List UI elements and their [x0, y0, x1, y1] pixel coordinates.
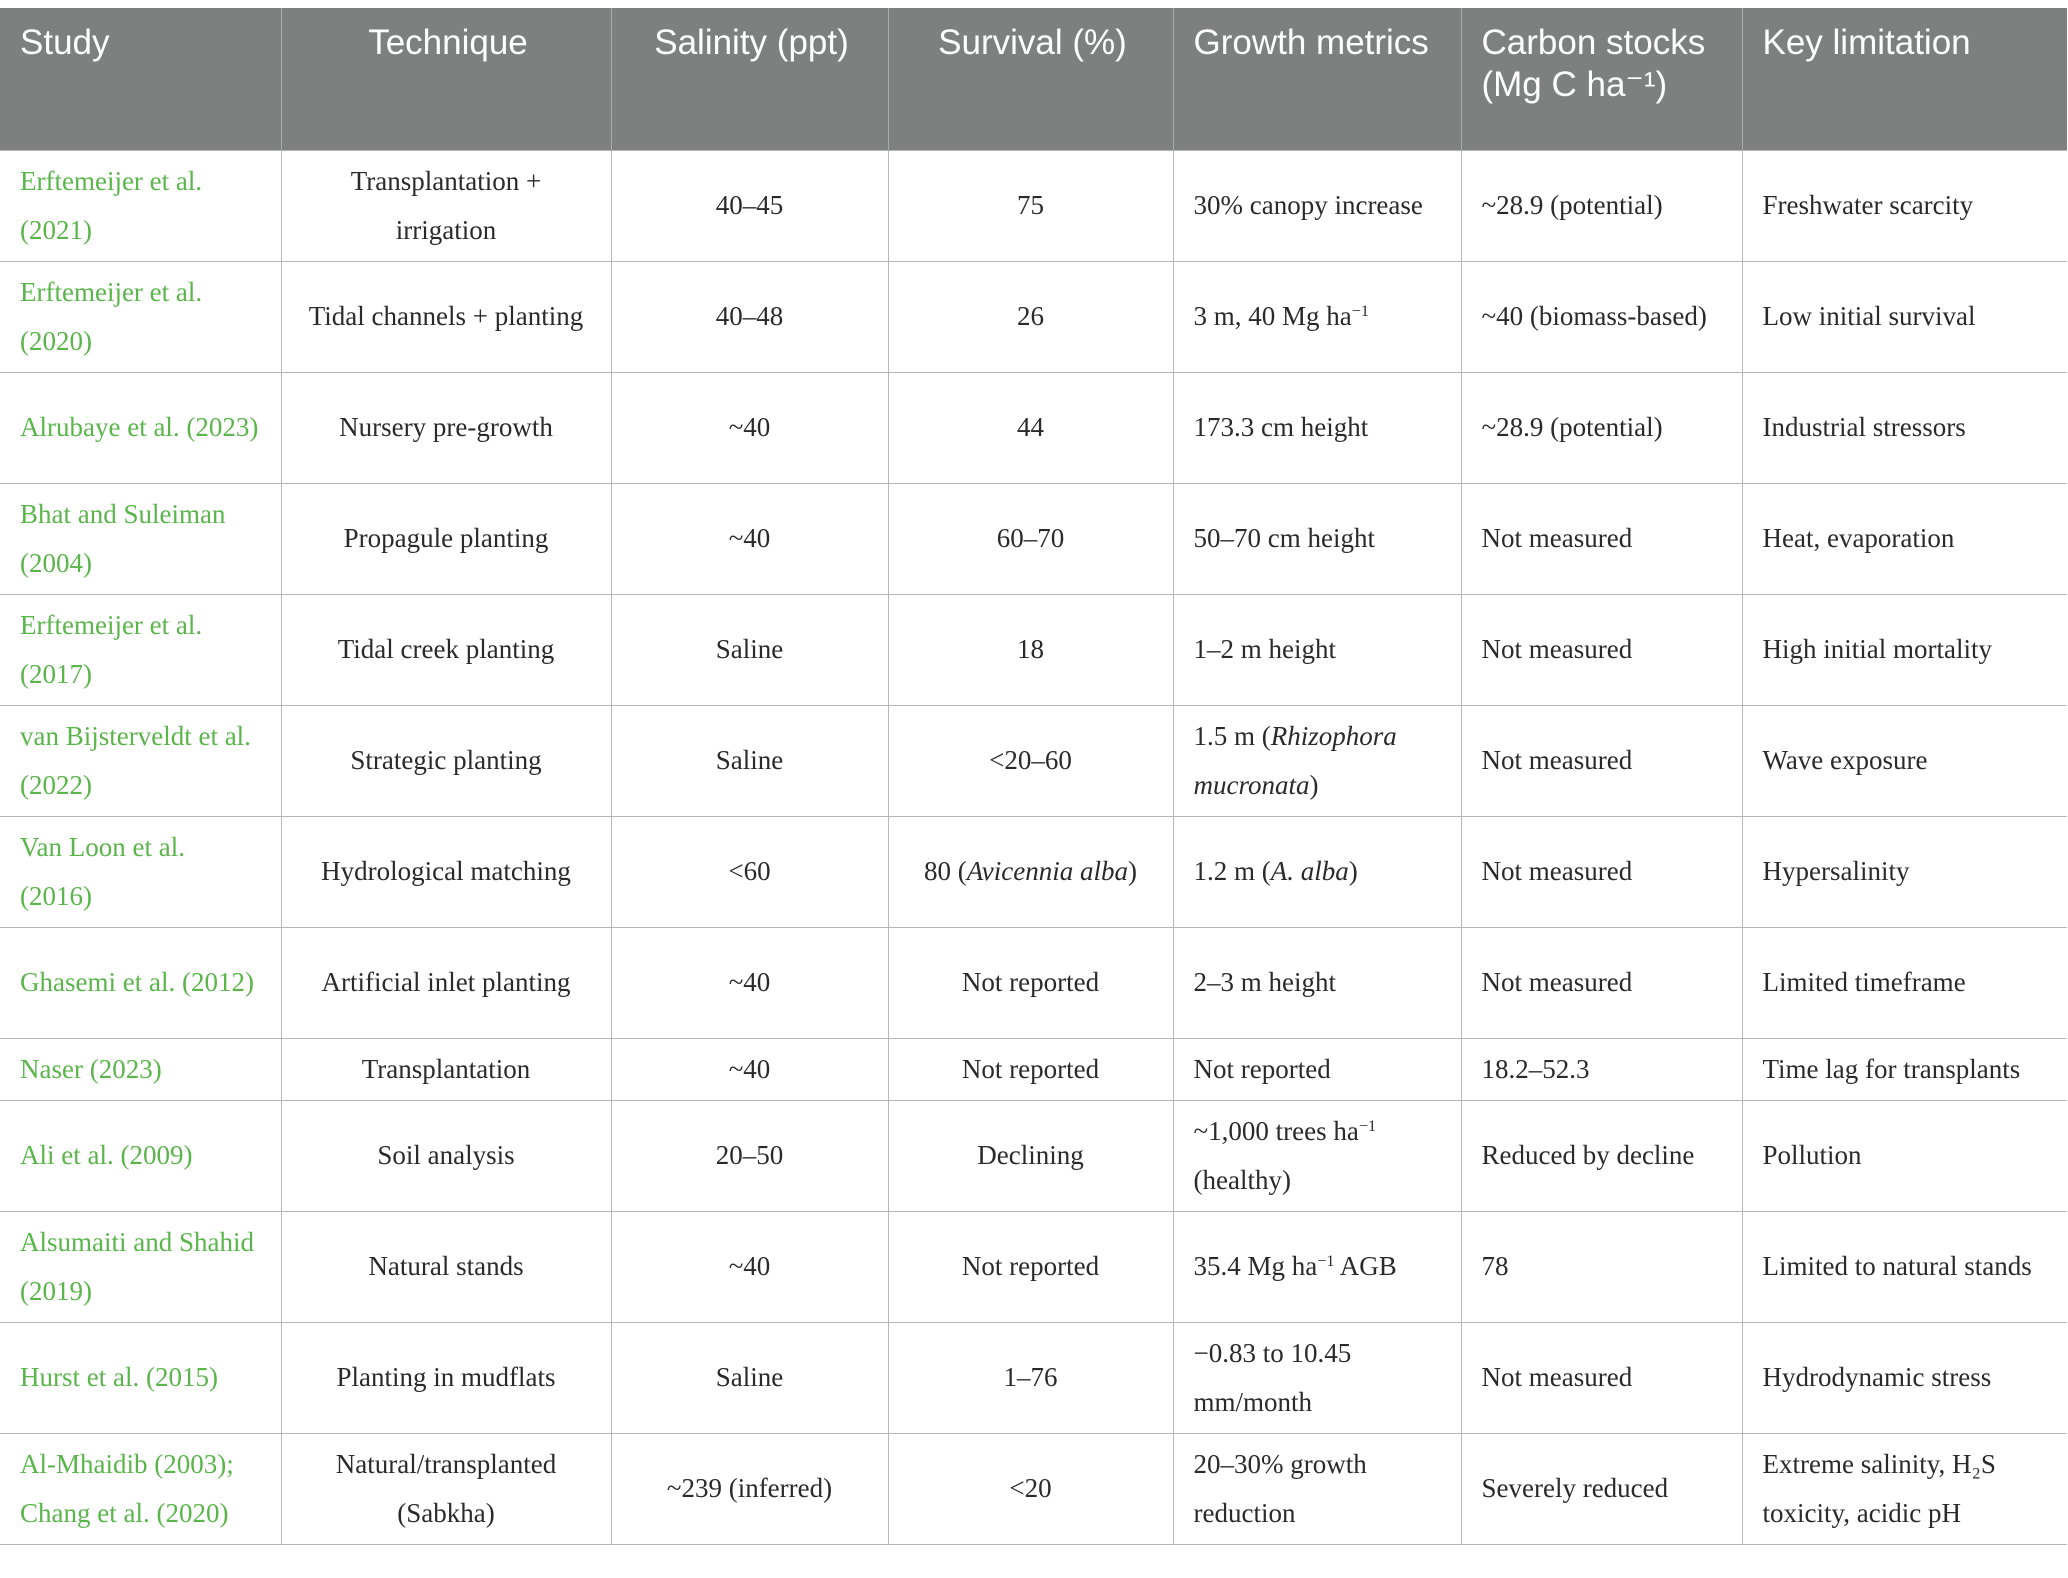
cell-growth-metrics: 35.4 Mg $ha^{-1}$ AGB [1173, 1211, 1461, 1322]
cell-carbon-stocks: Not measured [1461, 705, 1742, 816]
cell-survival: <20 [888, 1433, 1173, 1544]
cell-carbon-stocks: ~28.9 (potential) [1461, 372, 1742, 483]
cell-key-limitation: Industrial stressors [1742, 372, 2067, 483]
cell-study[interactable]: Al-Mhaidib (2003); Chang et al. (2020) [0, 1433, 281, 1544]
cell-salinity: ~40 [611, 1211, 888, 1322]
cell-study[interactable]: Alsumaiti and Shahid (2019) [0, 1211, 281, 1322]
cell-study[interactable]: Ghasemi et al. (2012) [0, 927, 281, 1038]
cell-study[interactable]: Erftemeijer et al. (2017) [0, 594, 281, 705]
cell-technique: Tidal channels + planting [281, 261, 611, 372]
cell-key-limitation: High initial mortality [1742, 594, 2067, 705]
cell-study[interactable]: Erftemeijer et al. (2021) [0, 150, 281, 261]
cell-salinity: Saline [611, 594, 888, 705]
cell-study[interactable]: van Bijsterveldt et al. (2022) [0, 705, 281, 816]
cell-salinity: <60 [611, 816, 888, 927]
cell-survival: 80 (Avicennia alba) [888, 816, 1173, 927]
results-table-container [0, 8, 2067, 1545]
cell-technique: Propagule planting [281, 483, 611, 594]
cell-technique: Soil analysis [281, 1100, 611, 1211]
cell-study[interactable]: Ali et al. (2009) [0, 1100, 281, 1211]
cell-technique: Strategic planting [281, 705, 611, 816]
cell-technique: Tidal creek planting [281, 594, 611, 705]
cell-study[interactable]: Alrubaye et al. (2023) [0, 372, 281, 483]
header-key-limitation: Key limitation [1742, 8, 2067, 150]
cell-salinity: ~40 [611, 483, 888, 594]
cell-study[interactable]: Hurst et al. (2015) [0, 1322, 281, 1433]
cell-carbon-stocks: Reduced by decline [1461, 1100, 1742, 1211]
header-technique: Technique [281, 8, 611, 150]
cell-growth-metrics: 1.2 m (A. alba) [1173, 816, 1461, 927]
cell-survival: 18 [888, 594, 1173, 705]
cell-growth-metrics: 173.3 cm height [1173, 372, 1461, 483]
table-row [0, 594, 2067, 705]
cell-key-limitation: Wave exposure [1742, 705, 2067, 816]
cell-salinity: ~239 (inferred) [611, 1433, 888, 1544]
cell-carbon-stocks: Severely reduced [1461, 1433, 1742, 1544]
cell-growth-metrics: Not reported [1173, 1038, 1461, 1100]
cell-key-limitation: Hypersalinity [1742, 816, 2067, 927]
cell-technique: Transplantation [281, 1038, 611, 1100]
table-row [0, 1322, 2067, 1433]
cell-salinity: 20–50 [611, 1100, 888, 1211]
header-survival: Survival (%) [888, 8, 1173, 150]
cell-survival: <20–60 [888, 705, 1173, 816]
cell-growth-metrics: 20–30% growth reduction [1173, 1433, 1461, 1544]
cell-carbon-stocks: Not measured [1461, 1322, 1742, 1433]
table-row [0, 816, 2067, 927]
table-row [0, 1211, 2067, 1322]
cell-salinity: Saline [611, 1322, 888, 1433]
cell-salinity: Saline [611, 705, 888, 816]
cell-technique: Transplantation + irrigation [281, 150, 611, 261]
table-row [0, 261, 2067, 372]
cell-technique: Artificial inlet planting [281, 927, 611, 1038]
cell-survival: 26 [888, 261, 1173, 372]
cell-growth-metrics: 3 m, 40 Mg $ha^{-1}$ [1173, 261, 1461, 372]
cell-survival: 1–76 [888, 1322, 1173, 1433]
cell-study[interactable]: Bhat and Suleiman (2004) [0, 483, 281, 594]
cell-carbon-stocks: 78 [1461, 1211, 1742, 1322]
cell-growth-metrics: −0.83 to 10.45 mm/month [1173, 1322, 1461, 1433]
table-row [0, 150, 2067, 261]
table-row [0, 1100, 2067, 1211]
cell-growth-metrics: ~1,000 trees $ha^{-1}$ (healthy) [1173, 1100, 1461, 1211]
header-salinity: Salinity (ppt) [611, 8, 888, 150]
cell-salinity: 40–45 [611, 150, 888, 261]
cell-growth-metrics: 1–2 m height [1173, 594, 1461, 705]
cell-technique: Natural stands [281, 1211, 611, 1322]
cell-technique: Hydrological matching [281, 816, 611, 927]
cell-carbon-stocks: ~40 (biomass-based) [1461, 261, 1742, 372]
cell-technique: Natural/transplanted (Sabkha) [281, 1433, 611, 1544]
cell-carbon-stocks: Not measured [1461, 816, 1742, 927]
cell-survival: Not reported [888, 927, 1173, 1038]
cell-key-limitation: Low initial survival [1742, 261, 2067, 372]
cell-study[interactable]: Van Loon et al. (2016) [0, 816, 281, 927]
cell-growth-metrics: 30% canopy increase [1173, 150, 1461, 261]
cell-key-limitation: Freshwater scarcity [1742, 150, 2067, 261]
cell-salinity: ~40 [611, 1038, 888, 1100]
cell-survival: 75 [888, 150, 1173, 261]
cell-growth-metrics: 2–3 m height [1173, 927, 1461, 1038]
cell-survival: Declining [888, 1100, 1173, 1211]
cell-key-limitation: Limited timeframe [1742, 927, 2067, 1038]
cell-carbon-stocks: Not measured [1461, 594, 1742, 705]
cell-growth-metrics: 1.5 m (Rhizophora mucronata) [1173, 705, 1461, 816]
cell-technique: Nursery pre-growth [281, 372, 611, 483]
cell-key-limitation: Extreme salinity, H₂S toxicity, acidic pH [1742, 1433, 2067, 1544]
cell-salinity: 40–48 [611, 261, 888, 372]
cell-key-limitation: Time lag for transplants [1742, 1038, 2067, 1100]
cell-carbon-stocks: Not measured [1461, 483, 1742, 594]
cell-key-limitation: Heat, evaporation [1742, 483, 2067, 594]
header-growth-metrics: Growth metrics [1173, 8, 1461, 150]
table-header-row [0, 8, 2067, 150]
table-row [0, 1433, 2067, 1544]
table-row [0, 1038, 2067, 1100]
table-row [0, 927, 2067, 1038]
cell-key-limitation: Hydrodynamic stress [1742, 1322, 2067, 1433]
table-row [0, 483, 2067, 594]
table-row [0, 372, 2067, 483]
cell-survival: Not reported [888, 1038, 1173, 1100]
header-carbon-stocks: Carbon stocks (Mg C ha⁻¹) [1461, 8, 1742, 150]
cell-growth-metrics: 50–70 cm height [1173, 483, 1461, 594]
cell-salinity: ~40 [611, 372, 888, 483]
cell-key-limitation: Pollution [1742, 1100, 2067, 1211]
cell-salinity: ~40 [611, 927, 888, 1038]
cell-carbon-stocks: ~28.9 (potential) [1461, 150, 1742, 261]
cell-study[interactable]: Erftemeijer et al. (2020) [0, 261, 281, 372]
cell-survival: Not reported [888, 1211, 1173, 1322]
cell-survival: 44 [888, 372, 1173, 483]
header-study: Study [0, 8, 281, 150]
mangrove-restoration-table [0, 8, 2067, 1545]
table-row [0, 705, 2067, 816]
cell-survival: 60–70 [888, 483, 1173, 594]
table-body [0, 150, 2067, 1544]
cell-technique: Planting in mudflats [281, 1322, 611, 1433]
cell-carbon-stocks: 18.2–52.3 [1461, 1038, 1742, 1100]
cell-study[interactable]: Naser (2023) [0, 1038, 281, 1100]
cell-key-limitation: Limited to natural stands [1742, 1211, 2067, 1322]
cell-carbon-stocks: Not measured [1461, 927, 1742, 1038]
